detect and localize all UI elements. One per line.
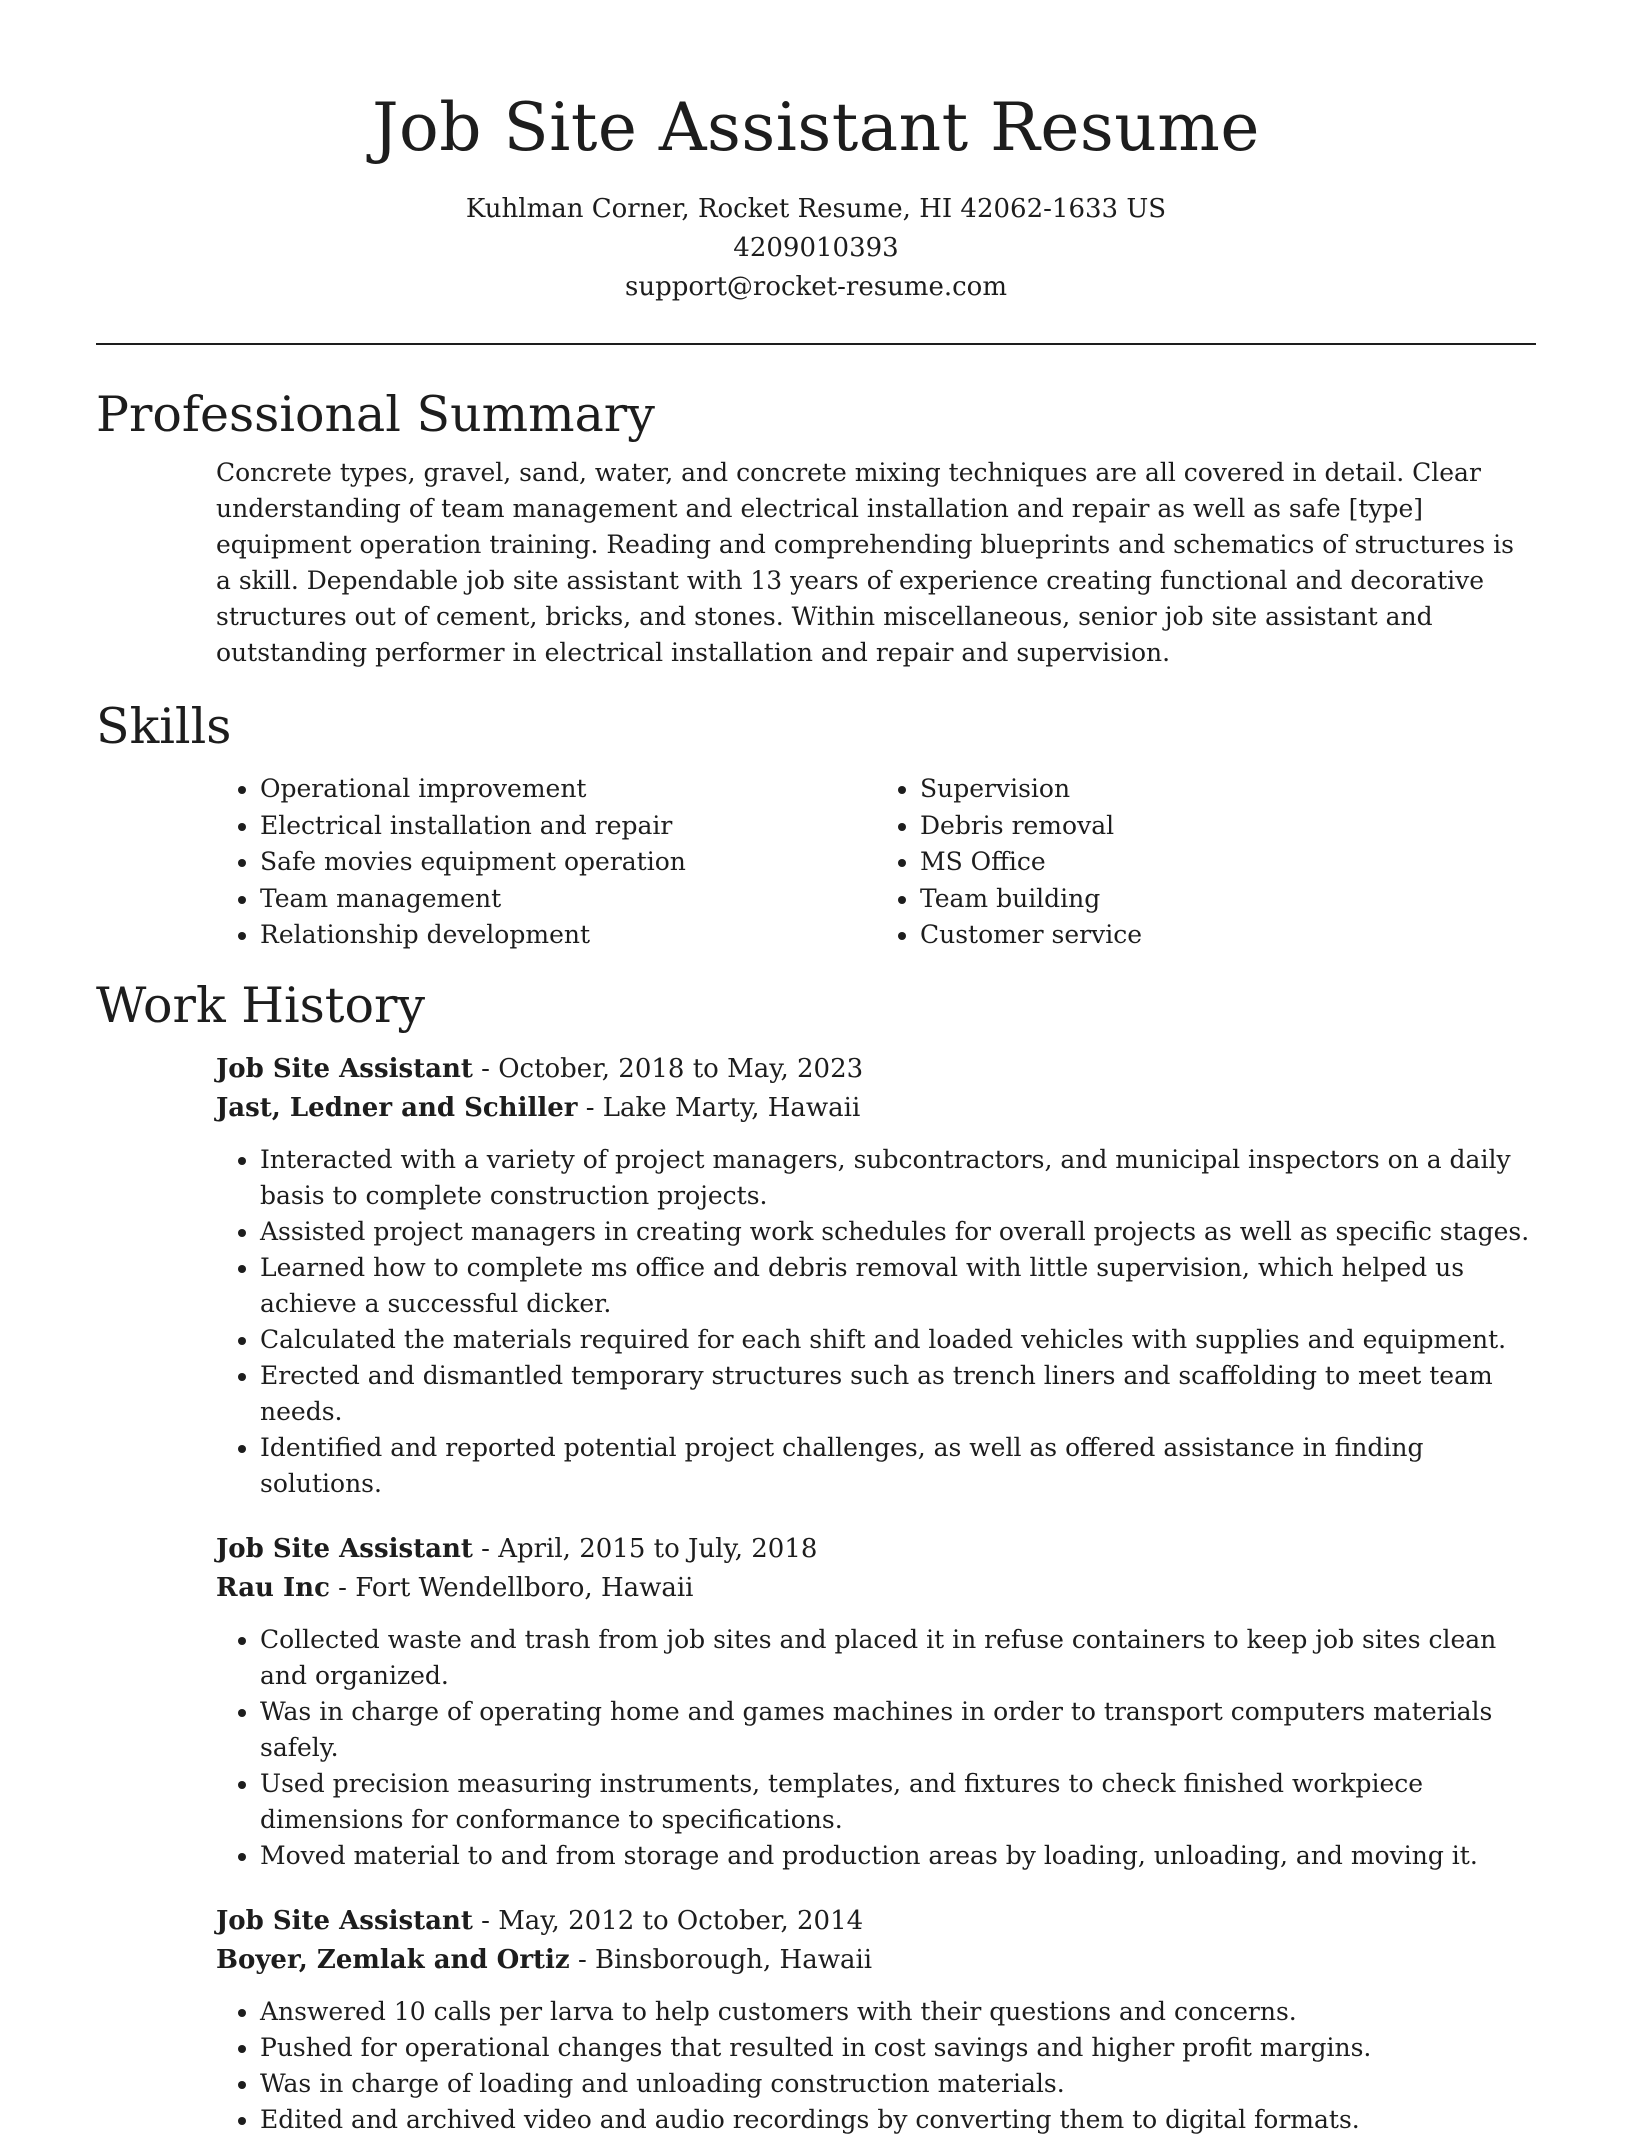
job-bullet: • Learned how to complete ms office and debris removal with little supervision, which helped us achieve a successful dicker. [260,1250,1536,1322]
skill-item: • Supervision [920,771,1536,808]
skills-heading: Skills [96,698,232,755]
job-bullet: • Interacted with a variety of project managers, subcontractors, and municipal inspectors on a daily basis to complete construction projects. [260,1142,1536,1214]
skill-item: • Safe movies equipment operation [260,844,876,881]
resume-page [96,0,1536,2138]
skill-item: • MS Office [920,844,1536,881]
job-location: - Binsborough, Hawaii [569,1944,873,1975]
skills-list [216,771,1536,954]
skill-item: • Debris removal [920,808,1536,845]
summary-heading: Professional Summary [96,386,655,443]
job-company: Jast, Ledner and Schiller [216,1092,578,1123]
contact-email: support@rocket-resume.com [624,272,1007,302]
job-bullets [216,1994,1536,2138]
job-role: Job Site Assistant [216,1053,473,1084]
header-divider [96,343,1536,345]
job-bullet: • Erected and dismantled temporary structures such as trench liners and scaffolding to meet team needs. [260,1358,1536,1430]
job-bullet: • Was in charge of loading and unloading construction materials. [260,2066,1536,2102]
job-bullet: • Was in charge of operating home and games machines in order to transport computers materials safely. [260,1694,1536,1766]
job-entry [216,1050,1536,1502]
job-dates: - May, 2012 to October, 2014 [472,1905,864,1936]
job-bullets [216,1622,1536,1874]
job-bullet: • Answered 10 calls per larva to help customers with their questions and concerns. [260,1994,1536,2030]
skill-item: • Customer service [920,917,1536,954]
job-dates: - October, 2018 to May, 2023 [472,1053,864,1084]
contact-block [96,190,1536,307]
skill-item: • Team building [920,881,1536,918]
job-bullet: • Identified and reported potential project challenges, as well as offered assistance in finding solutions. [260,1430,1536,1502]
job-company: Rau Inc [216,1572,330,1603]
skills-column-left [216,771,876,954]
work-history-heading: Work History [96,976,426,1034]
job-role: Job Site Assistant [216,1905,473,1936]
job-title-line [216,1050,1536,1089]
job-title-line [216,1530,1536,1569]
skills-column-right [876,771,1536,954]
contact-phone: 4209010393 [733,233,899,263]
job-bullet: • Calculated the materials required for each shift and loaded vehicles with supplies and equipment. [260,1322,1536,1358]
job-company-line [216,1089,1536,1128]
job-bullet: • Edited and archived video and audio recordings by converting them to digital formats. [260,2102,1536,2138]
job-bullet: • Used precision measuring instruments, templates, and fixtures to check finished workpiece dimensions for conformance to specifications. [260,1766,1536,1838]
contact-address: Kuhlman Corner, Rocket Resume, HI 42062-1633 US [465,194,1167,224]
job-bullet: • Moved material to and from storage and production areas by loading, unloading, and moving it. [260,1838,1536,1874]
job-dates: - April, 2015 to July, 2018 [472,1533,818,1564]
job-location: - Lake Marty, Hawaii [577,1092,861,1123]
job-title-line [216,1902,1536,1941]
job-role: Job Site Assistant [216,1533,473,1564]
job-company-line [216,1569,1536,1608]
job-company-line [216,1941,1536,1980]
job-bullet: • Assisted project managers in creating work schedules for overall projects as well as specific stages. [260,1214,1536,1250]
job-entry [216,1902,1536,2138]
skill-item: • Relationship development [260,917,876,954]
skill-item: • Electrical installation and repair [260,808,876,845]
job-company: Boyer, Zemlak and Ortiz [216,1944,570,1975]
job-location: - Fort Wendellboro, Hawaii [329,1572,694,1603]
skill-item: • Team management [260,881,876,918]
job-bullets [216,1142,1536,1502]
job-bullet: • Pushed for operational changes that resulted in cost savings and higher profit margins. [260,2030,1536,2066]
resume-title: Job Site Assistant Resume [372,89,1260,166]
summary-text: Concrete types, gravel, sand, water, and concrete mixing techniques are all covered in detail. Clear understanding of team management and electrical installation and repair as well as safe [type] equipment operation training. Reading and comprehending blueprints and schematics of structures is a skill. Dependable job site assistant with 13 years of experience creating functional and decorative structures out of cement, bricks, and stones. Within miscellaneous, senior job site assistant and outstanding performer in electrical installation and repair and supervision. [216,458,1514,667]
job-bullet: • Collected waste and trash from job sites and placed it in refuse containers to keep job sites clean and organized. [260,1622,1536,1694]
job-entry [216,1530,1536,1874]
skill-item: • Operational improvement [260,771,876,808]
